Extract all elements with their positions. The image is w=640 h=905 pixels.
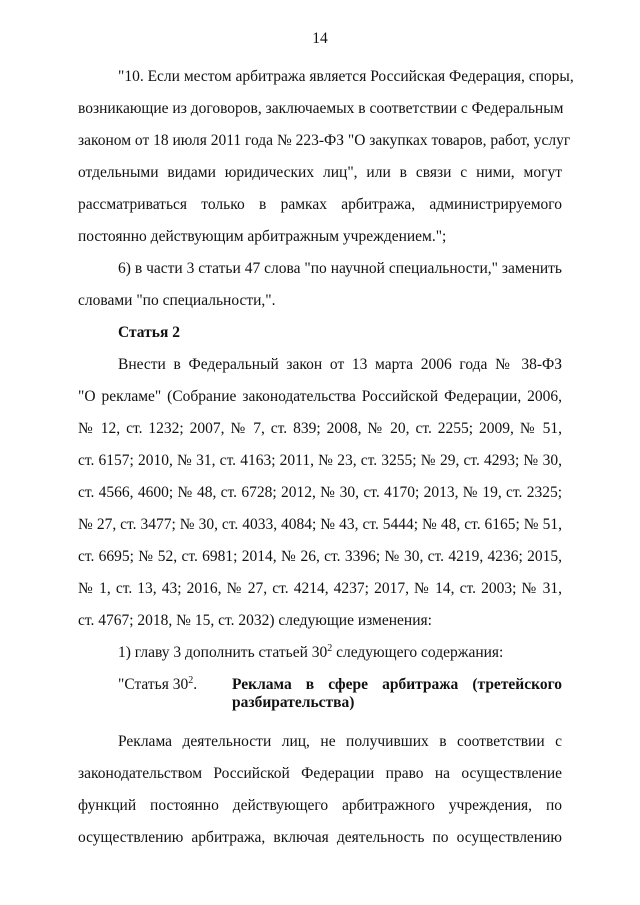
item6-line-1: 6) в части 3 статьи 47 слова "по научной специальности," заменить (118, 260, 562, 277)
para10-line-1: "10. Если местом арбитража является Российская Федерация, споры, (118, 68, 574, 85)
article2-line-4: ст. 6157; 2010, № 31, ст. 4163; 2011, № 23, ст. 3255; № 29, ст. 4293; № 30, (78, 452, 562, 469)
article2-line-3: № 12, ст. 1232; 2007, № 7, ст. 839; 2008, № 20, ст. 2255; 2009, № 51, (78, 420, 562, 437)
item1-line (118, 644, 503, 662)
final-para-line-2: законодательством Российской Федерации право на осуществление (78, 765, 562, 782)
para10-line-4: отдельными видами юридических лиц", или в связи с ними, могут (78, 164, 562, 181)
item1-superscript: 2 (327, 642, 333, 654)
article30-label-text: "Статья 30 (118, 676, 189, 693)
article2-line-5: ст. 4566, 4600; № 48, ст. 6728; 2012, № 30, ст. 4170; 2013, № 19, ст. 2325; (78, 484, 562, 501)
final-para-line-3: функций постоянно действующего арбитражного учреждения, по (78, 797, 562, 814)
article30-label (118, 676, 197, 694)
page-number: 14 (312, 30, 328, 47)
article30-heading-line-2: разбирательства) (232, 694, 355, 711)
article2-line-6: № 27, ст. 3477; № 30, ст. 4033, 4084; № 43, ст. 5444; № 48, ст. 6165; № 51, (78, 516, 562, 533)
article2-line-1: Внести в Федеральный закон от 13 марта 2006 года № 38-ФЗ (118, 356, 562, 373)
article30-heading-line-1: Реклама в сфере арбитража (третейского (232, 676, 562, 693)
para10-line-2: возникающие из договоров, заключаемых в соответствии с Федеральным (78, 100, 564, 117)
article2-line-2: "О рекламе" (Собрание законодательства Российской Федерации, 2006, (78, 388, 562, 405)
article2-line-9: ст. 4767; 2018, № 15, ст. 2032) следующие изменения: (78, 612, 432, 629)
article30-label-dot: . (193, 676, 198, 693)
article30-heading (232, 676, 562, 712)
item1-text-after: следующего содержания: (332, 644, 504, 661)
article2-line-8: № 1, ст. 13, 43; 2016, № 27, ст. 4214, 4237; 2017, № 14, ст. 2003; № 31, (78, 580, 562, 597)
item6-line-2: словами "по специальности,". (78, 292, 276, 309)
article30-label-superscript: 2 (188, 674, 194, 686)
final-para-line-1: Реклама деятельности лиц, не получивших в соответствии с (118, 733, 562, 750)
para10-line-3: законом от 18 июля 2011 года № 223-ФЗ "О закупках товаров, работ, услуг (78, 132, 571, 149)
item1-text-before: 1) главу 3 дополнить статьей 30 (118, 644, 328, 661)
para10-line-5: рассматриваться только в рамках арбитража, администрируемого (78, 196, 562, 213)
final-para-line-4: осуществлению арбитража, включая деятельность по осуществлению (78, 829, 562, 846)
article2-line-7: ст. 6695; № 52, ст. 6981; 2014, № 26, ст. 3396; № 30, ст. 4219, 4236; 2015, (78, 548, 562, 565)
article2-title: Статья 2 (118, 324, 180, 341)
para10-line-6: постоянно действующим арбитражным учреждением."; (78, 228, 447, 245)
